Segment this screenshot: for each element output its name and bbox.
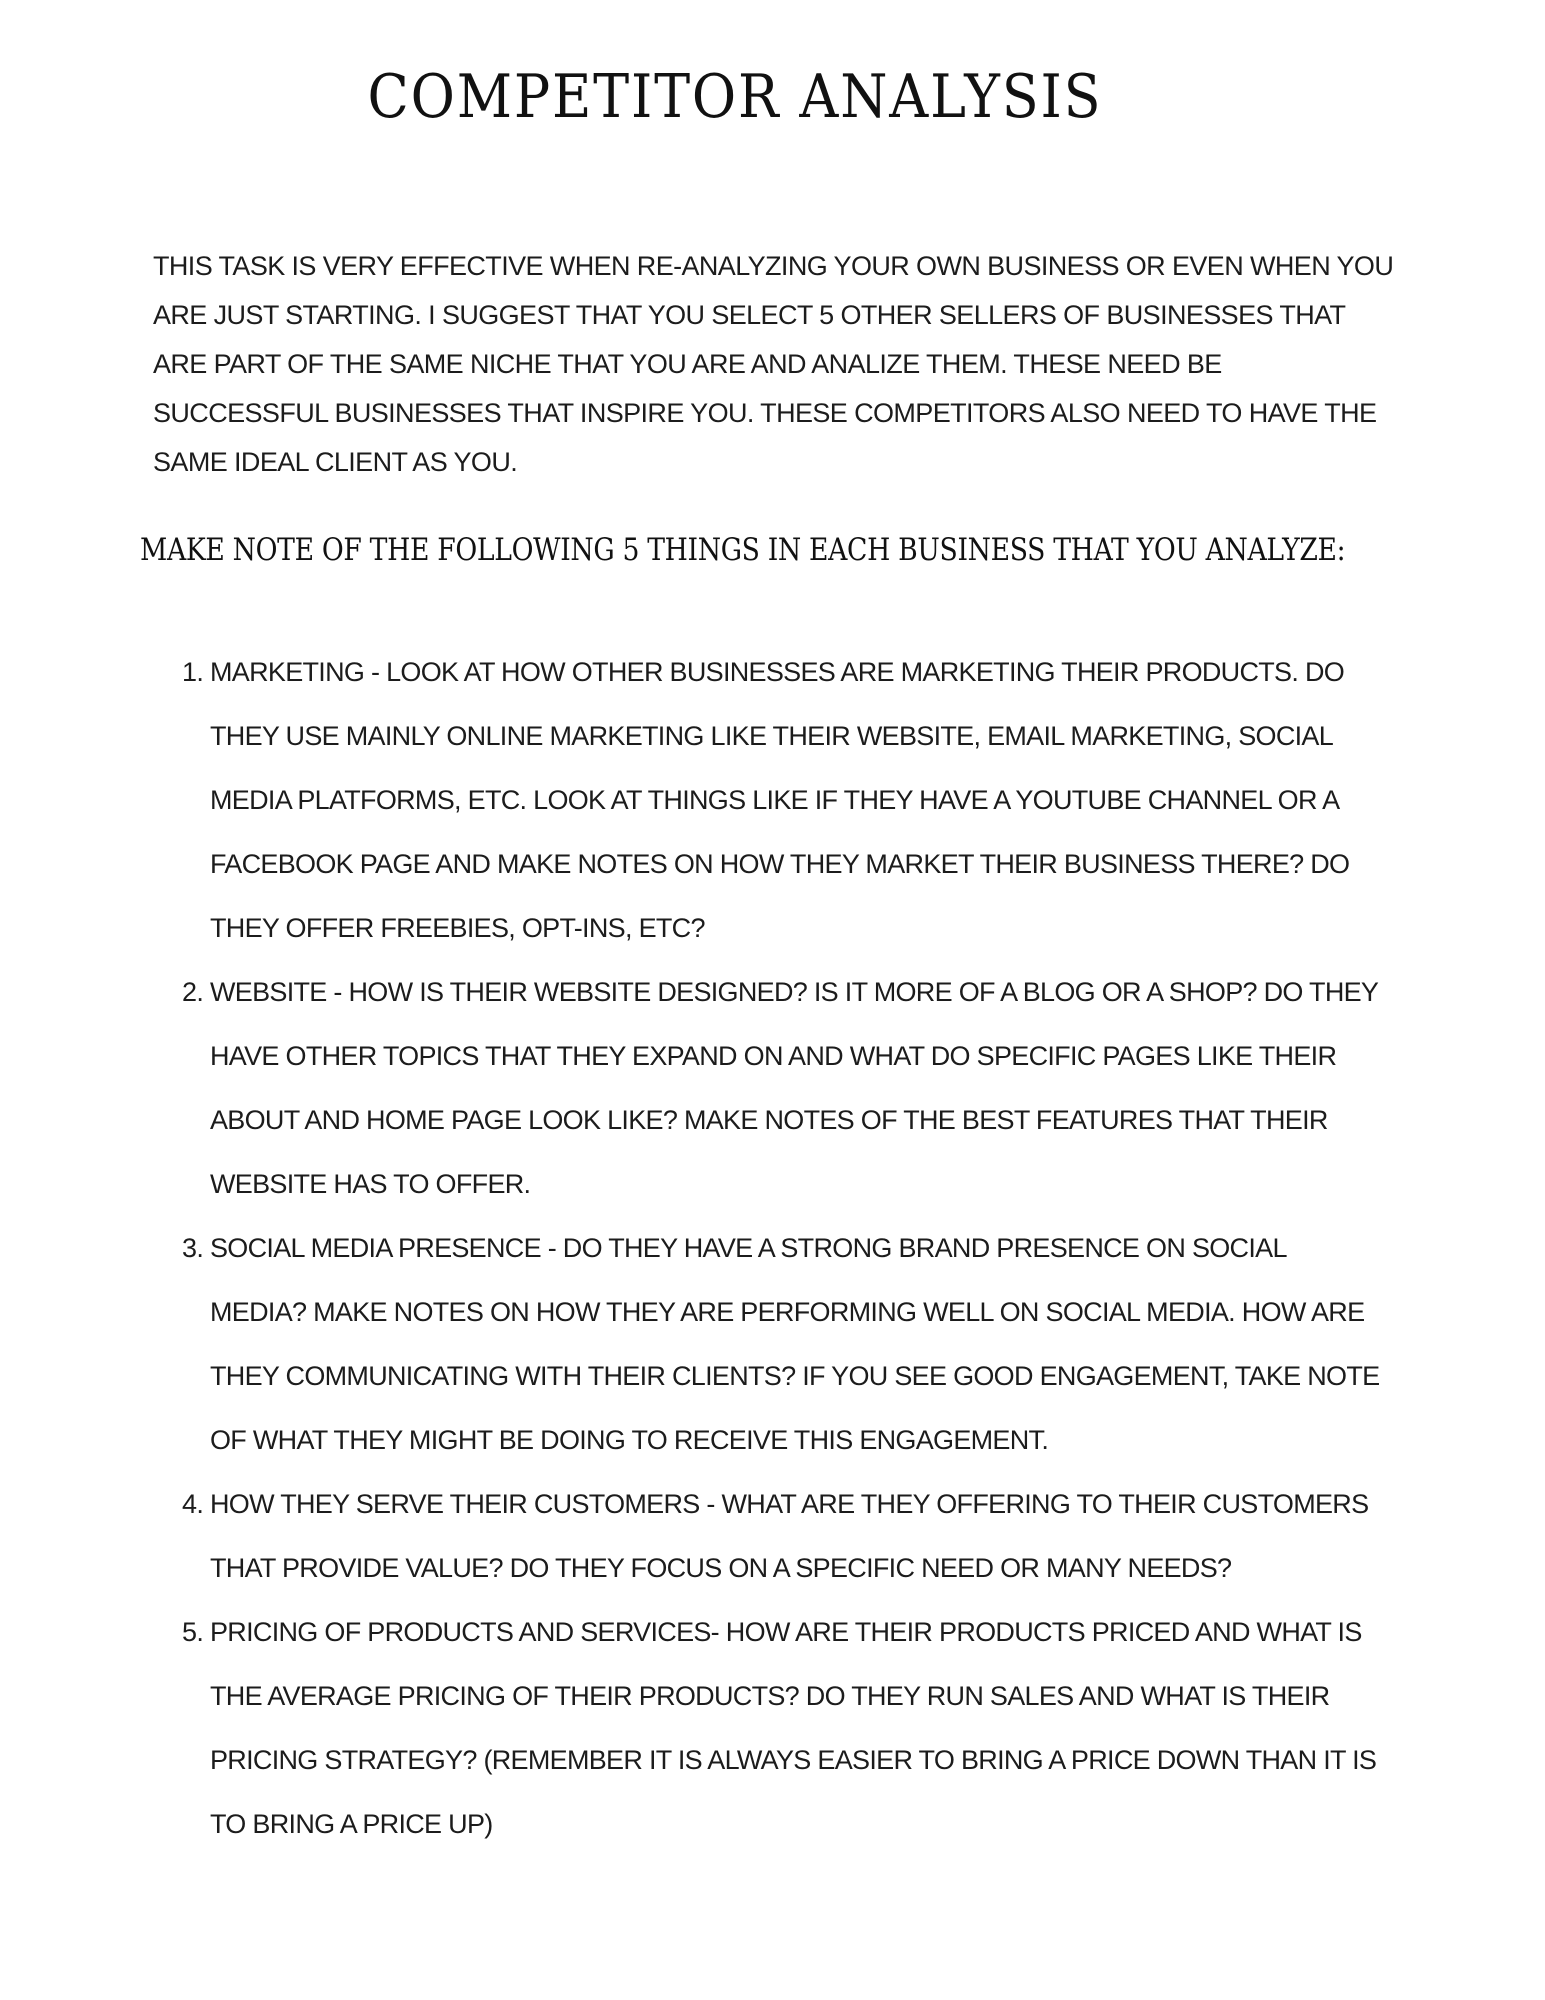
page-title: COMPETITOR ANALYSIS	[367, 62, 1103, 132]
intro-paragraph: THIS TASK IS VERY EFFECTIVE WHEN RE-ANALYZING YOUR OWN BUSINESS OR EVEN WHEN YOU ARE JUST STARTING. I SUGGEST THAT YOU SELECT 5 OTHER SELLERS OF BUSINESSES THAT ARE PART OF THE SAME NICHE THAT YOU ARE AND ANALIZE THEM. THESE NEED BE SUCCESSFUL BUSINESSES THAT INSPIRE YOU. THESE COMPETITORS ALSO NEED TO HAVE THE SAME IDEAL CLIENT AS YOU.	[153, 251, 1394, 477]
list-item-text: HOW THEY SERVE THEIR CUSTOMERS - WHAT ARE THEY OFFERING TO THEIR CUSTOMERS THAT PROVIDE VALUE? DO THEY FOCUS ON A SPECIFIC NEED OR MANY NEEDS?	[210, 1489, 1369, 1583]
list-item-number: 4.	[182, 1489, 204, 1519]
list-item-customers	[182, 1472, 1386, 1600]
section-subheading: MAKE NOTE OF THE FOLLOWING 5 THINGS IN EACH BUSINESS THAT YOU ANALYZE:	[140, 532, 1346, 568]
list-item-text: SOCIAL MEDIA PRESENCE - DO THEY HAVE A STRONG BRAND PRESENCE ON SOCIAL MEDIA? MAKE NOTES ON HOW THEY ARE PERFORMING WELL ON SOCIAL MEDIA. HOW ARE THEY COMMUNICATING WITH THEIR CLIENTS? IF YOU SEE GOOD ENGAGEMENT, TAKE NOTE OF WHAT THEY MIGHT BE DOING TO RECEIVE THIS ENGAGEMENT.	[210, 1233, 1380, 1455]
list-item-text: PRICING OF PRODUCTS AND SERVICES- HOW ARE THEIR PRODUCTS PRICED AND WHAT IS THE AVERAGE PRICING OF THEIR PRODUCTS? DO THEY RUN SALES AND WHAT IS THEIR PRICING STRATEGY? (REMEMBER IT IS ALWAYS EASIER TO BRING A PRICE DOWN THAN IT IS TO BRING A PRICE UP)	[210, 1617, 1377, 1839]
list-item-text: WEBSITE - HOW IS THEIR WEBSITE DESIGNED? IS IT MORE OF A BLOG OR A SHOP? DO THEY HAVE OTHER TOPICS THAT THEY EXPAND ON AND WHAT DO SPECIFIC PAGES LIKE THEIR ABOUT AND HOME PAGE LOOK LIKE? MAKE NOTES OF THE BEST FEATURES THAT THEIR WEBSITE HAS TO OFFER.	[210, 977, 1378, 1199]
list-item-number: 2.	[182, 977, 204, 1007]
list-item-website	[182, 960, 1386, 1216]
list-item-pricing	[182, 1600, 1386, 1856]
analysis-list	[182, 640, 1386, 1856]
list-item-number: 3.	[182, 1233, 204, 1263]
list-item-text: MARKETING - LOOK AT HOW OTHER BUSINESSES ARE MARKETING THEIR PRODUCTS. DO THEY USE MAINLY ONLINE MARKETING LIKE THEIR WEBSITE, EMAIL MARKETING, SOCIAL MEDIA PLATFORMS, ETC. LOOK AT THINGS LIKE IF THEY HAVE A YOUTUBE CHANNEL OR A FACEBOOK PAGE AND MAKE NOTES ON HOW THEY MARKET THEIR BUSINESS THERE? DO THEY OFFER FREEBIES, OPT-INS, ETC?	[210, 657, 1350, 943]
list-item-marketing	[182, 640, 1386, 960]
list-item-number: 5.	[182, 1617, 204, 1647]
list-item-social-media	[182, 1216, 1386, 1472]
list-item-number: 1.	[182, 657, 204, 687]
